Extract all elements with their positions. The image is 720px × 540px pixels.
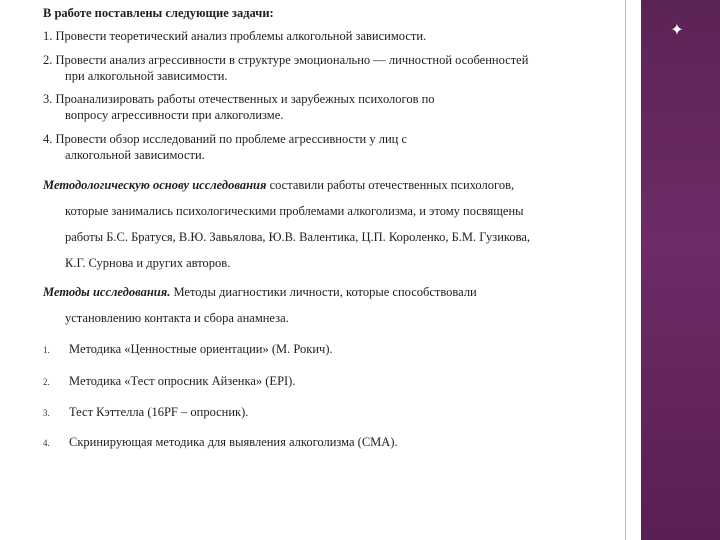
method-3-number: 3.	[43, 408, 50, 418]
task-2: 2. Провести анализ агрессивности в структуре эмоционально — личностной особенностей	[43, 53, 529, 67]
methodology-paragraph	[43, 177, 514, 193]
methodology-line-3: работы Б.С. Братуся, В.Ю. Завьялова, Ю.В. Валентика, Ц.П. Короленко, Б.М. Гузикова,	[65, 230, 531, 244]
method-2: Методика «Тест опросник Айзенка» (EPI).	[69, 374, 296, 388]
task-3-continued: вопросу агрессивности при алкоголизме.	[65, 108, 284, 122]
methods-term: Методы исследования.	[43, 285, 171, 299]
method-3: Тест Кэттелла (16PF – опросник).	[69, 405, 249, 419]
methodology-line-2: которые занимались психологическими проблемами алкоголизма, и этому посвящены	[65, 204, 524, 218]
task-4: 4. Провести обзор исследований по проблеме агрессивности у лиц с	[43, 132, 408, 146]
methodology-term: Методологическую основу исследования	[43, 178, 267, 192]
task-1: 1. Провести теоретический анализ проблемы алкогольной зависимости.	[43, 29, 427, 43]
method-1-number: 1.	[43, 345, 50, 355]
method-2-number: 2.	[43, 377, 50, 387]
tasks-heading: В работе поставлены следующие задачи:	[43, 6, 274, 20]
ornament-icon: ✦	[670, 20, 684, 39]
task-3: 3. Проанализировать работы отечественных и зарубежных психологов по	[43, 92, 435, 106]
sidebar-divider	[625, 0, 626, 540]
method-4: Скринирующая методика для выявления алкоголизма (СМА).	[69, 435, 398, 449]
methodology-line-4: К.Г. Сурнова и других авторов.	[65, 256, 231, 270]
task-2-continued: при алкогольной зависимости.	[65, 69, 228, 83]
method-1: Методика «Ценностные ориентации» (М. Рокич).	[69, 342, 333, 356]
decorative-sidebar	[641, 0, 720, 540]
method-4-number: 4.	[43, 438, 50, 448]
methods-line-2: установлению контакта и сбора анамнеза.	[65, 311, 289, 325]
methods-paragraph	[43, 284, 477, 300]
task-4-continued: алкогольной зависимости.	[65, 148, 205, 162]
methodology-line-1: составили работы отечественных психологов,	[266, 178, 515, 192]
methods-line-1: Методы диагностики личности, которые способствовали	[170, 285, 477, 299]
